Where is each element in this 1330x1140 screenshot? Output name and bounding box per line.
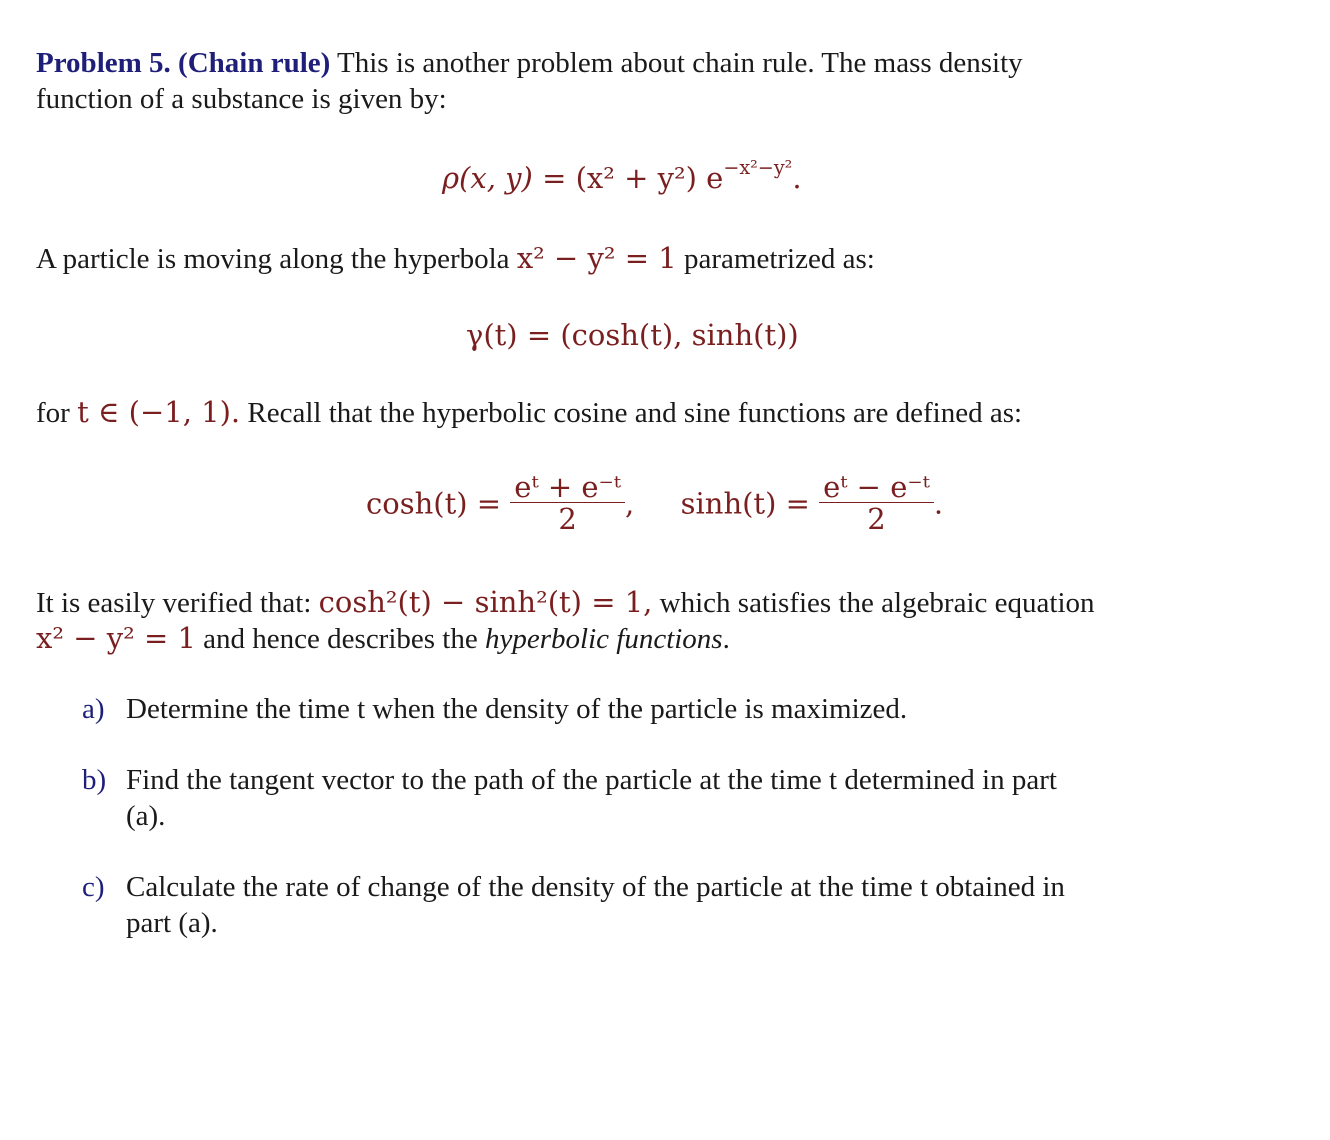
sinh-numerator: eᵗ − e⁻ᵗ xyxy=(819,472,934,503)
verify-post2: and hence describes the xyxy=(203,623,478,655)
intro-line-2 xyxy=(36,81,447,117)
intro-text-a: This is another problem about chain rule. The mass density xyxy=(337,47,1023,79)
intro-text-b: function of a substance is given by: xyxy=(36,83,447,115)
density-rhs: = (x² + y²) e xyxy=(542,161,724,195)
part-c-label: c) xyxy=(82,871,105,903)
density-equation xyxy=(442,156,802,196)
problem-subtitle: (Chain rule) xyxy=(178,47,331,79)
part-b-line2: (a). xyxy=(126,800,166,832)
interval-post: Recall that the hyperbolic cosine and sine functions are defined as: xyxy=(247,397,1023,429)
density-lhs: ρ(x, y) xyxy=(442,161,533,195)
part-b-line1: Find the tangent vector to the path of the particle at the time t determined in part xyxy=(126,764,1057,796)
hyperbolic-definitions xyxy=(366,472,943,535)
intro-line-1 xyxy=(36,45,1023,81)
interval-eq: t ∈ (−1, 1). xyxy=(77,395,241,429)
verify-eq2: x² − y² = 1 xyxy=(36,621,196,655)
hyperbola-pre: A particle is moving along the hyperbola xyxy=(36,243,510,275)
verify-eq: cosh²(t) − sinh²(t) = 1, xyxy=(318,585,653,619)
cosh-fraction xyxy=(510,472,625,535)
defs-end: . xyxy=(933,486,944,521)
cosh-numerator: eᵗ + e⁻ᵗ xyxy=(510,472,625,503)
part-b-text xyxy=(126,762,1201,834)
part-a-text: Determine the time t when the density of the particle is maximized. xyxy=(126,693,908,725)
sinh-lhs: sinh(t) = xyxy=(680,486,810,521)
gamma-equation xyxy=(466,317,799,353)
sinh-denominator: 2 xyxy=(867,502,886,536)
part-a-label: a) xyxy=(82,693,105,725)
verify-pre: It is easily verified that: xyxy=(36,587,312,619)
hyperbola-post: parametrized as: xyxy=(683,243,875,275)
defs-separator: , xyxy=(624,486,635,521)
verify-emph: hyperbolic functions xyxy=(485,623,723,655)
verify-end: . xyxy=(722,623,730,655)
part-c-text xyxy=(126,869,1201,941)
problem-title: Problem 5. xyxy=(36,47,171,79)
verify-line-1 xyxy=(36,584,1095,621)
verify-post: which satisfies the algebraic equation xyxy=(659,587,1095,619)
sinh-fraction xyxy=(819,472,934,535)
part-b xyxy=(82,762,1057,832)
gamma-eq: γ(t) = (cosh(t), sinh(t)) xyxy=(466,318,799,352)
hyperbola-line xyxy=(36,240,875,277)
density-exponent: −x²−y² xyxy=(723,156,793,180)
interval-pre: for xyxy=(36,397,70,429)
part-c-line2: part (a). xyxy=(126,907,218,939)
cosh-lhs: cosh(t) = xyxy=(366,486,502,521)
density-end: . xyxy=(792,161,802,195)
cosh-denominator: 2 xyxy=(558,502,577,536)
part-c xyxy=(82,869,1065,939)
part-b-label: b) xyxy=(82,764,107,796)
verify-line-2 xyxy=(36,620,730,657)
interval-line xyxy=(36,394,1022,431)
hyperbola-eq: x² − y² = 1 xyxy=(516,241,677,275)
part-a xyxy=(82,691,908,727)
part-c-line1: Calculate the rate of change of the density of the particle at the time t obtained in xyxy=(126,871,1065,903)
